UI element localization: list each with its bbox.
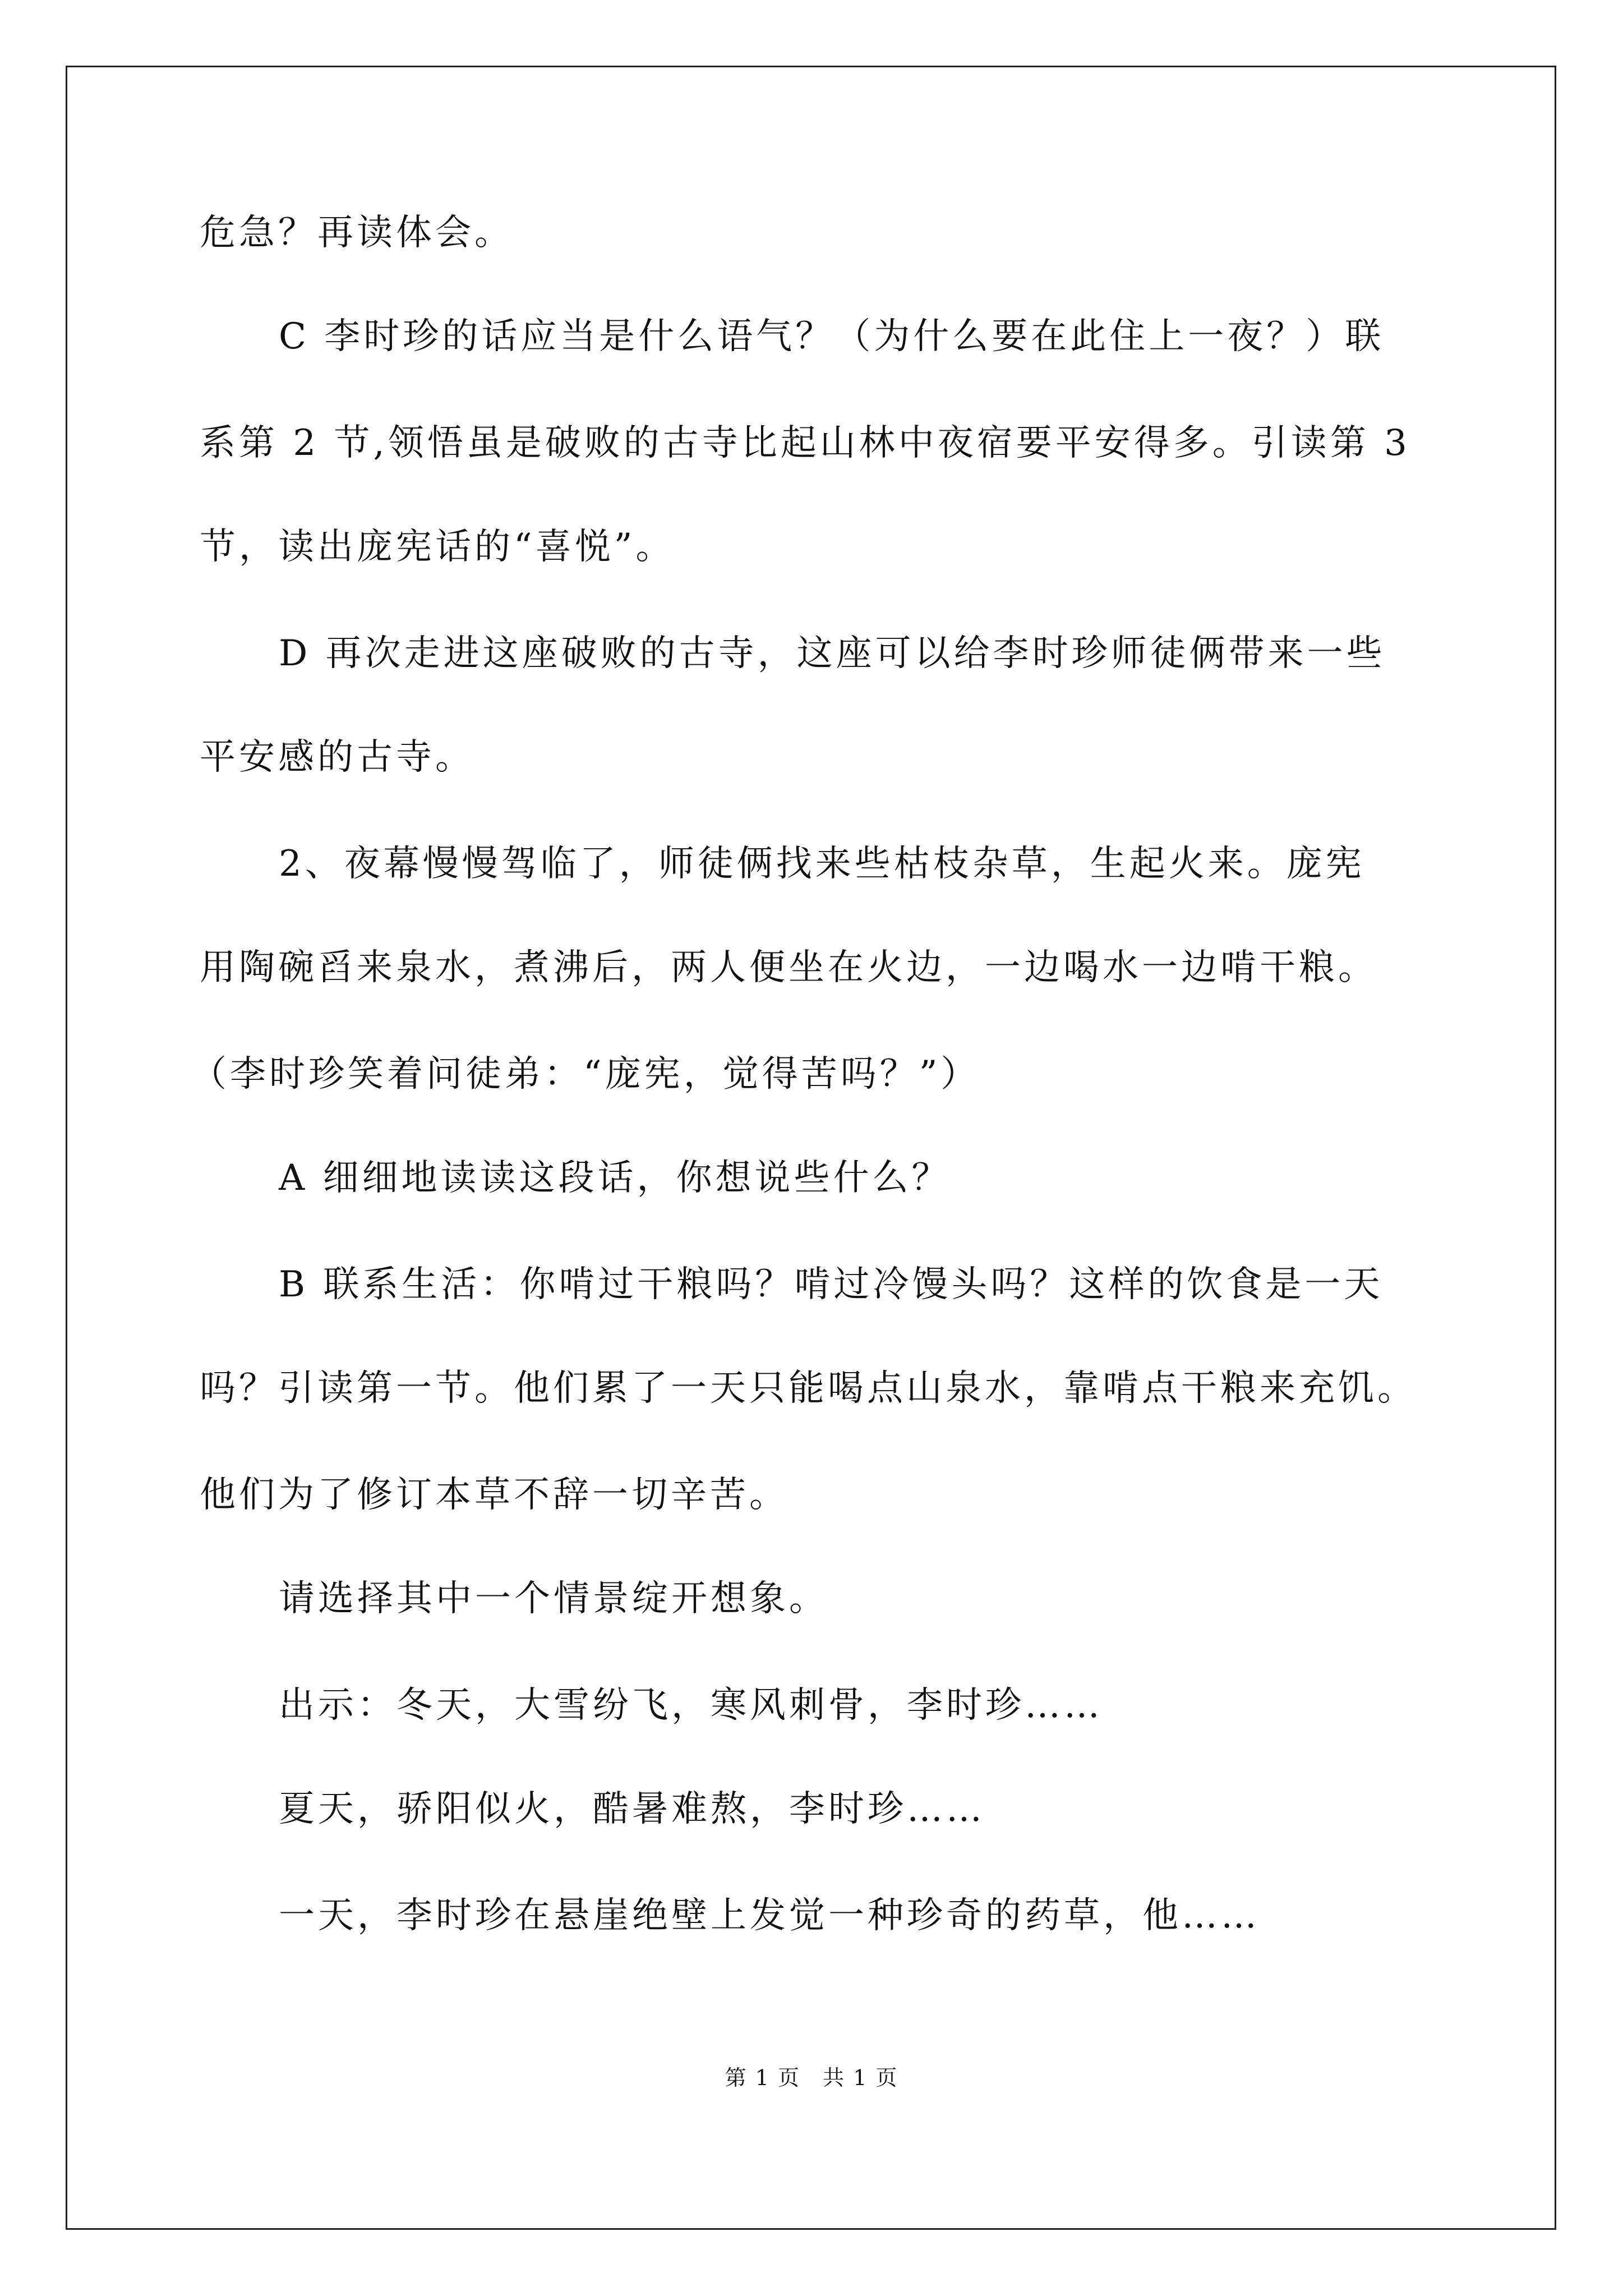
paragraph-line: 节，读出庞宪话的“喜悦”。	[200, 526, 675, 568]
paragraph-line: 请选择其中一个情景绽开想象。	[279, 1578, 828, 1619]
paragraph-line: 一天，李时珍在悬崖绝壁上发觉一种珍奇的药草，他……	[279, 1895, 1260, 1936]
paragraph-line: 出示：冬天，大雪纷飞，寒风刺骨，李时珍……	[279, 1685, 1103, 1726]
paragraph-line: 夏天，骄阳似火，酷暑难熬，李时珍……	[279, 1788, 985, 1830]
paragraph-line: A 细细地读读这段话，你想说些什么？	[279, 1157, 951, 1199]
paragraph-line: D 再次走进这座破败的古寺，这座可以给李时珍师徒俩带来一些	[279, 633, 1386, 674]
page-footer: 第 1 页 共 1 页	[725, 2065, 898, 2090]
paragraph-line: 用陶碗舀来泉水，煮沸后，两人便坐在火边，一边喝水一边啃干粮。	[200, 947, 1377, 988]
paragraph-line: C 李时珍的话应当是什么语气？（为什么要在此住上一夜？）联	[279, 316, 1385, 357]
paragraph-line: 系第 2 节,领悟虽是破败的古寺比起山林中夜宿要平安得多。引读第 3	[200, 422, 1410, 464]
paragraph-line: 2、夜幕慢慢驾临了，师徒俩找来些枯枝杂草，生起火来。庞宪	[279, 843, 1365, 885]
paragraph-line: 平安感的古寺。	[200, 737, 474, 778]
paragraph-line: （李时珍笑着问徒弟：“庞宪，觉得苦吗？”）	[191, 1053, 980, 1095]
paragraph-line: 他们为了修订本草不辞一切辛苦。	[200, 1474, 789, 1516]
paragraph-line: 危急？再读体会。	[200, 212, 514, 254]
paragraph-line: B 联系生活：你啃过干粮吗？啃过冷馒头吗？这样的饮食是一天	[279, 1264, 1384, 1305]
paragraph-line: 吗？引读第一节。他们累了一天只能喝点山泉水，靠啃点干粮来充饥。	[200, 1368, 1417, 1409]
